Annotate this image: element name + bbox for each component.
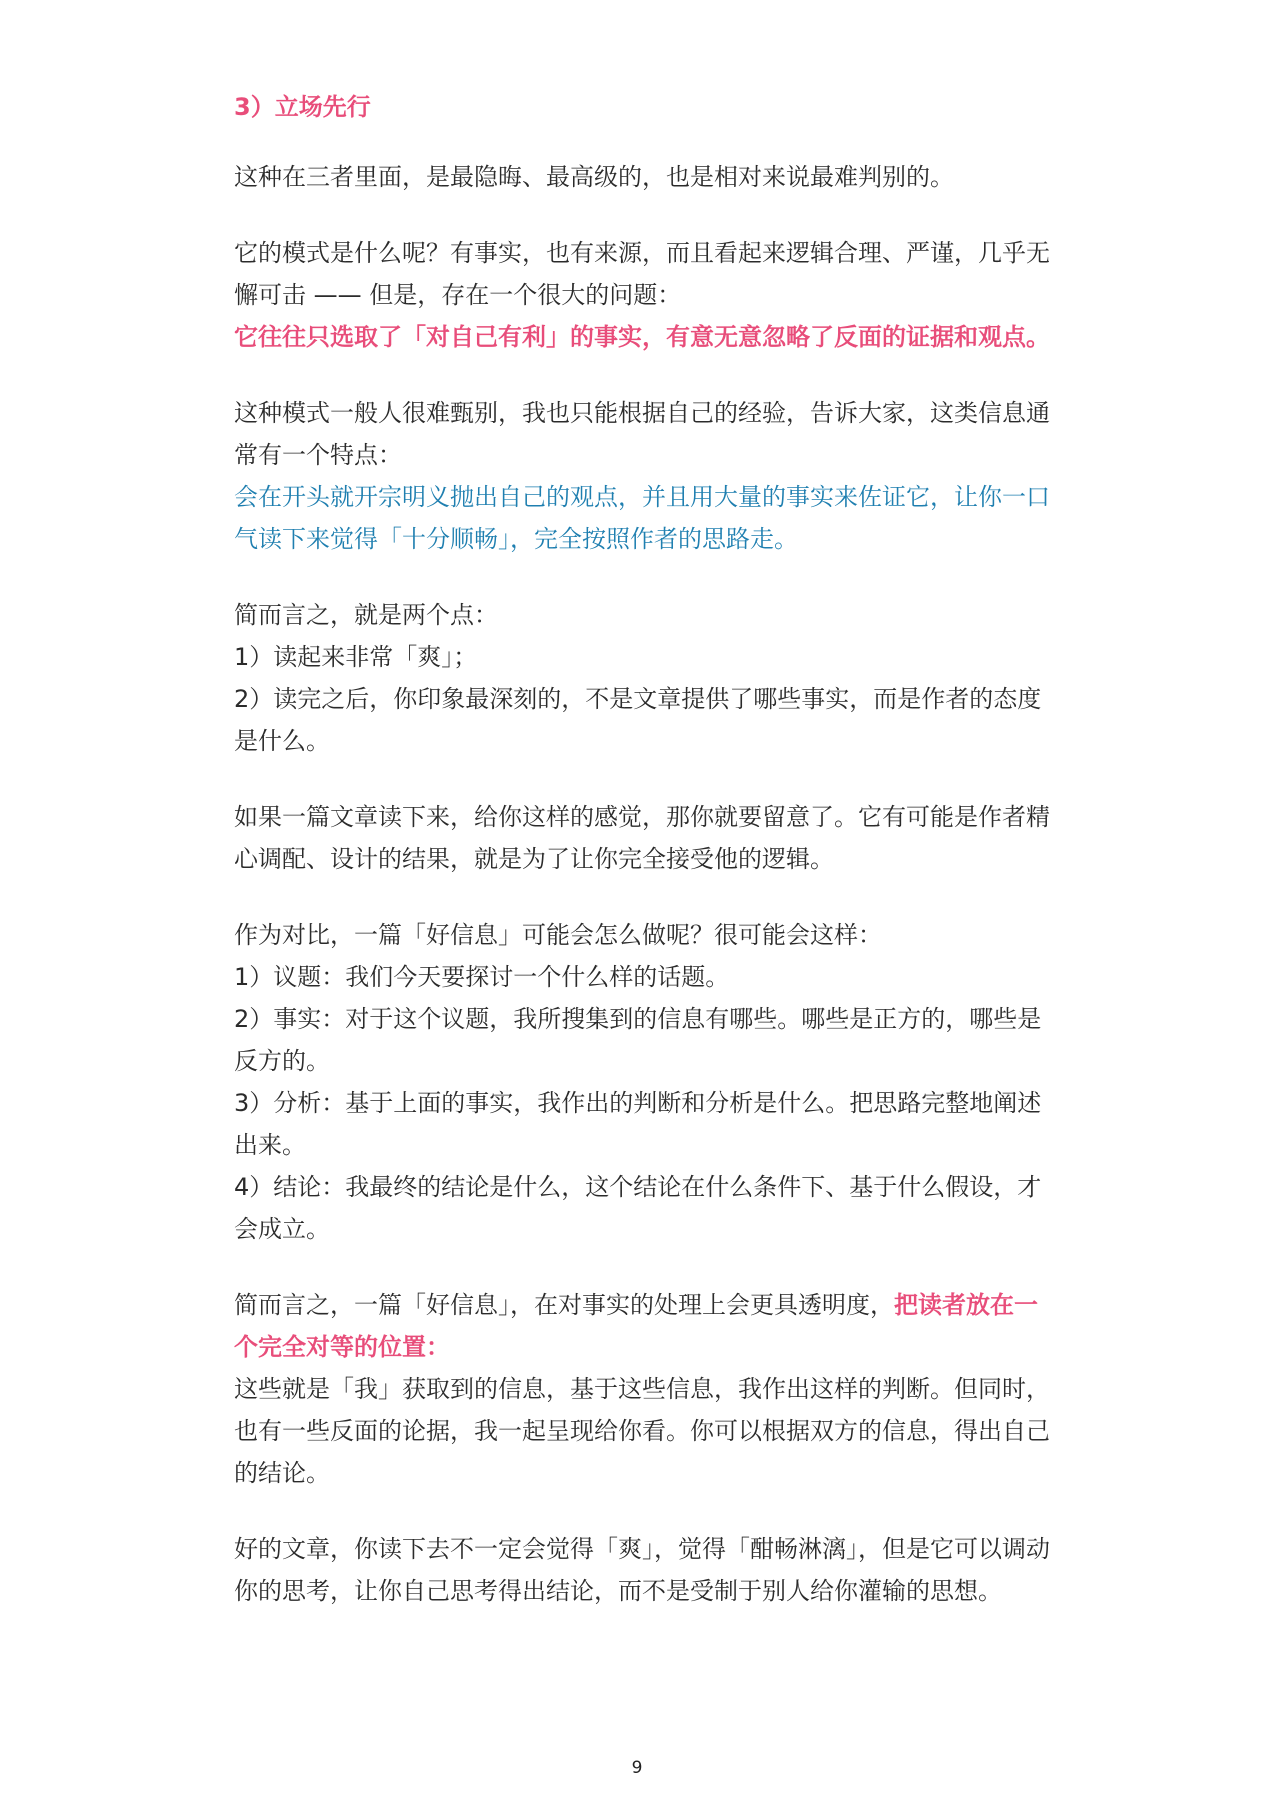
list-item: 1）议题：我们今天要探讨一个什么样的话题。: [234, 963, 730, 991]
paragraph-3: [234, 392, 1054, 560]
paragraph-2-highlight: 它往往只选取了「对自己有利」的事实，有意无意忽略了反面的证据和观点。: [234, 323, 1050, 351]
list-item: 3）分析：基于上面的事实，我作出的判断和分析是什么。把思路完整地阐述出来。: [234, 1089, 1042, 1159]
paragraph-6-intro: 作为对比，一篇「好信息」可能会怎么做呢？很可能会这样：: [234, 921, 882, 949]
list-item: 2）事实：对于这个议题，我所搜集到的信息有哪些。哪些是正方的，哪些是反方的。: [234, 1005, 1042, 1075]
paragraph-7: [234, 1284, 1054, 1494]
paragraph-2: [234, 232, 1054, 358]
paragraph-7-highlight: 把读者放在一个完全对等的位置：: [234, 1291, 1038, 1361]
paragraph-3-blue-text: 会在开头就开宗明义抛出自己的观点，并且用大量的事实来佐证它，让你一口气读下来觉得「十分顺畅」，完全按照作者的思路走。: [234, 483, 1050, 553]
paragraph-7-text: 简而言之，一篇「好信息」，在对事实的处理上会更具透明度，: [234, 1291, 894, 1319]
paragraph-3-text: 这种模式一般人很难甄别，我也只能根据自己的经验，告诉大家，这类信息通常有一个特点：: [234, 399, 1050, 469]
paragraph-5: 如果一篇文章读下来，给你这样的感觉，那你就要留意了。它有可能是作者精心调配、设计的结果，就是为了让你完全接受他的逻辑。: [234, 803, 1050, 873]
paragraph-1: 这种在三者里面，是最隐晦、最高级的，也是相对来说最难判别的。: [234, 163, 954, 191]
list-item: 1）读起来非常「爽」；: [234, 643, 478, 671]
paragraph-4-intro: 简而言之，就是两个点：: [234, 601, 498, 629]
paragraph-7-rest: 这些就是「我」获取到的信息，基于这些信息，我作出这样的判断。但同时，也有一些反面的论据，我一起呈现给你看。你可以根据双方的信息，得出自己的结论。: [234, 1375, 1050, 1487]
section-heading: 3）立场先行: [234, 93, 371, 121]
paragraph-4: [234, 594, 1054, 762]
list-item: 2）读完之后，你印象最深刻的，不是文章提供了哪些事实，而是作者的态度是什么。: [234, 685, 1042, 755]
paragraph-8: 好的文章，你读下去不一定会觉得「爽」，觉得「酣畅淋漓」，但是它可以调动你的思考，让你自己思考得出结论，而不是受制于别人给你灌输的思想。: [234, 1535, 1050, 1605]
paragraph-2-text: 它的模式是什么呢？有事实，也有来源，而且看起来逻辑合理、严谨，几乎无懈可击 —— 但是，存在一个很大的问题：: [234, 239, 1050, 309]
paragraph-6: [234, 914, 1054, 1250]
page-number: 9: [631, 1758, 643, 1778]
list-item: 4）结论：我最终的结论是什么，这个结论在什么条件下、基于什么假设，才会成立。: [234, 1173, 1042, 1243]
document-page: [234, 86, 1054, 1646]
